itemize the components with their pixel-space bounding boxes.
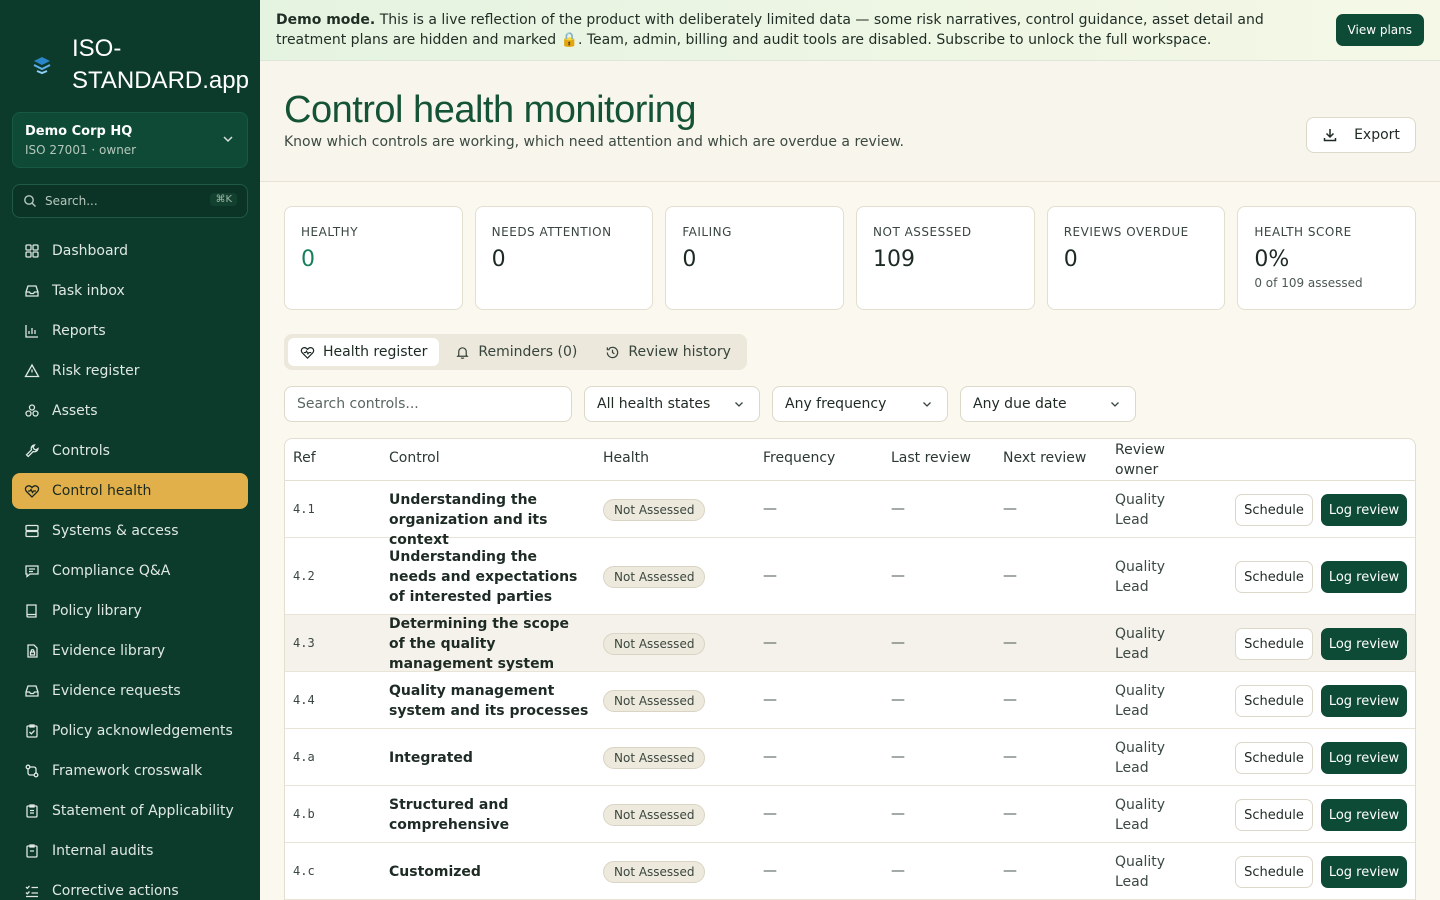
stat-needs-attention [475,206,654,310]
wrench-icon [24,443,40,459]
tab-label: Health register [323,344,428,360]
tab-review-history[interactable] [593,338,743,366]
frequency-value: — [763,635,777,651]
col-next-review[interactable]: Next review [1003,450,1087,466]
sidebar-item-systems-access[interactable] [12,513,248,549]
last-review-value: — [891,749,905,765]
inbox-icon [24,683,40,699]
select-value: Any due date [973,396,1067,412]
stat-label: HEALTH SCORE [1254,225,1352,239]
heart-pulse-icon [24,483,40,499]
stat-healthy [284,206,463,310]
review-owner: Quality Lead [1115,683,1166,719]
health-register-table [284,438,1416,900]
sidebar-item-label: Systems & access [52,523,179,539]
last-review-value: — [891,863,905,879]
search-placeholder: Search... [45,194,98,208]
schedule-button[interactable]: Schedule [1235,856,1313,888]
frequency-value: — [763,501,777,517]
export-label: Export [1354,127,1400,143]
clipboard-list-icon [24,803,40,819]
inbox-icon [24,283,40,299]
sidebar-item-assets[interactable] [12,393,248,429]
stat-not-assessed [856,206,1035,310]
stat-reviews-overdue [1047,206,1226,310]
review-owner: Quality Lead [1115,740,1166,776]
sidebar-item-label: Evidence library [52,643,166,659]
next-review-value: — [1003,806,1017,822]
control-ref: 4.c [293,864,315,878]
control-name[interactable]: Customized [389,864,481,880]
search-icon [23,194,37,208]
file-lock-icon [24,643,40,659]
stat-value: 0% [1254,247,1290,272]
sidebar-item-reports[interactable] [12,313,248,349]
dashboard-icon [24,243,40,259]
brand[interactable] [0,0,260,104]
shortcut-badge: ⌘K [210,193,237,206]
col-frequency[interactable]: Frequency [763,450,836,466]
control-name[interactable]: Structured and comprehensive [389,797,510,833]
control-name[interactable]: Determining the scope of the quality management system [389,616,570,672]
schedule-button[interactable]: Schedule [1235,561,1313,593]
sidebar-item-policy-library[interactable] [12,593,248,629]
last-review-value: — [891,635,905,651]
page-subtitle: Know which controls are working, which need attention and which are overdue a review. [284,134,904,150]
table-row[interactable] [285,538,1415,615]
table-row[interactable] [285,843,1415,900]
demo-banner [260,0,1440,61]
due-date-select[interactable] [960,386,1136,422]
schedule-button[interactable]: Schedule [1235,628,1313,660]
clipboard-icon [24,843,40,859]
org-name: Demo Corp HQ [25,124,133,139]
stat-value: 0 [491,247,506,272]
frequency-value: — [763,749,777,765]
frequency-value: — [763,863,777,879]
sidebar-item-policy-acknowledgements[interactable] [12,713,248,749]
table-body [285,481,1415,900]
sidebar-item-dashboard[interactable] [12,233,248,269]
git-compare-icon [24,763,40,779]
export-button[interactable] [1306,117,1416,153]
schedule-button[interactable]: Schedule [1235,685,1313,717]
next-review-value: — [1003,692,1017,708]
sidebar-item-label: Control health [52,483,152,499]
org-role: ISO 27001 · owner [25,143,137,157]
boxes-icon [24,403,40,419]
health-badge: Not Assessed [603,804,705,826]
stat-label: NOT ASSESSED [873,225,972,239]
chat-icon [24,563,40,579]
sidebar-item-label: Risk register [52,363,140,379]
select-value: All health states [597,396,711,412]
sidebar-item-task-inbox[interactable] [12,273,248,309]
sidebar-nav [0,233,260,900]
sidebar-item-compliance-q-a[interactable] [12,553,248,589]
page-header [260,61,1440,182]
logo-icon [28,51,56,79]
frequency-select[interactable] [772,386,948,422]
frequency-value: — [763,692,777,708]
control-name[interactable]: Understanding the needs and expectations of interested parties [389,549,578,605]
tab-label: Review history [628,344,731,360]
tab-reminders[interactable] [443,338,589,366]
sidebar-item-label: Controls [52,443,110,459]
table-row[interactable] [285,481,1415,548]
table-row[interactable] [285,672,1415,729]
last-review-value: — [891,692,905,708]
sidebar-item-statement-of-applicability[interactable] [12,793,248,829]
bell-icon [455,345,470,360]
stat-value: 0 [682,247,697,272]
schedule-button[interactable]: Schedule [1235,799,1313,831]
sidebar-item-evidence-requests[interactable] [12,673,248,709]
review-owner: Quality Lead [1115,492,1166,528]
sidebar-item-label: Policy library [52,603,142,619]
control-name[interactable]: Quality management system and its processes [389,683,589,719]
sidebar-item-controls[interactable] [12,433,248,469]
sidebar-item-label: Assets [52,403,98,419]
schedule-button[interactable]: Schedule [1235,742,1313,774]
sidebar-item-label: Statement of Applicability [52,803,234,819]
stat-note: 0 of 109 assessed [1254,276,1363,290]
log-review-button[interactable]: Log review [1321,799,1407,831]
stat-value: 0 [301,247,315,272]
review-owner: Quality Lead [1115,559,1166,595]
control-name[interactable]: Understanding the organization and its context [389,492,548,548]
sidebar-item-label: Dashboard [52,243,128,259]
chevron-down-icon [921,398,933,410]
banner-message: This is a live reflection of the product with deliberately limited data — some risk narratives, control guidance, asset detail and treatment plans are hidden and marked 🔒. Team, admin, billing and audit tools are disabled. Subscribe to unlock the full workspace. [276,12,1264,48]
sidebar-item-evidence-library[interactable] [12,633,248,669]
health-badge: Not Assessed [603,633,705,655]
review-owner: Quality Lead [1115,626,1166,662]
page-title: Control health monitoring [284,89,697,131]
sidebar-item-internal-audits[interactable] [12,833,248,869]
stat-value: 109 [873,247,916,272]
table-row[interactable] [285,786,1415,843]
download-icon [1322,127,1338,143]
stat-label: NEEDS ATTENTION [491,225,612,239]
view-plans-button[interactable]: View plans [1336,14,1424,46]
clipboard-check-icon [24,723,40,739]
log-review-button[interactable]: Log review [1321,742,1407,774]
chevron-down-icon [221,132,235,146]
stat-value: 0 [1063,247,1078,272]
sidebar-item-label: Task inbox [52,283,125,299]
review-owner: Quality Lead [1115,797,1166,833]
sidebar-item-label: Internal audits [52,843,154,859]
app-name: ISO-STANDARD.app [72,35,249,94]
sidebar-item-label: Policy acknowledgements [52,723,233,739]
sidebar-search[interactable] [12,184,248,218]
banner-text [276,10,1326,50]
log-review-button[interactable]: Log review [1321,628,1407,660]
sidebar-item-label: Corrective actions [52,883,179,899]
server-icon [24,523,40,539]
chevron-down-icon [1109,398,1121,410]
control-ref: 4.4 [293,693,315,707]
bar-chart-icon [24,323,40,339]
next-review-value: — [1003,635,1017,651]
table-header [285,439,1415,481]
book-icon [24,603,40,619]
log-review-button[interactable]: Log review [1321,856,1407,888]
stat-label: FAILING [682,225,732,239]
last-review-value: — [891,806,905,822]
sidebar-item-risk-register[interactable] [12,353,248,389]
frequency-value: — [763,568,777,584]
sidebar-item-label: Compliance Q&A [52,563,171,579]
control-name[interactable]: Integrated [389,750,473,766]
health-badge: Not Assessed [603,861,705,883]
health-badge: Not Assessed [603,747,705,769]
heart-pulse-icon [300,345,315,360]
sidebar [0,0,260,900]
last-review-value: — [891,568,905,584]
list-checks-icon [24,883,40,899]
control-ref: 4.b [293,807,315,821]
view-tabs [284,334,747,370]
sidebar-item-corrective-actions[interactable] [12,873,248,900]
org-switcher[interactable] [12,112,248,168]
table-row[interactable] [285,615,1415,672]
control-ref: 4.a [293,750,315,764]
frequency-value: — [763,806,777,822]
tab-health-register[interactable] [288,338,439,366]
next-review-value: — [1003,568,1017,584]
history-icon [605,345,620,360]
stat-health-score [1237,206,1416,310]
sidebar-item-framework-crosswalk[interactable] [12,753,248,789]
warning-icon [24,363,40,379]
chevron-down-icon [733,398,745,410]
table-row[interactable] [285,729,1415,786]
col-health[interactable]: Health [603,450,649,466]
health-badge: Not Assessed [603,499,705,521]
schedule-button[interactable]: Schedule [1235,494,1313,526]
tab-label: Reminders (0) [478,344,578,360]
stat-failing [665,206,844,310]
sidebar-item-label: Reports [52,323,106,339]
col-control[interactable]: Control [389,450,440,466]
next-review-value: — [1003,501,1017,517]
stat-label: HEALTHY [301,225,359,239]
sidebar-item-control-health[interactable] [12,473,248,509]
next-review-value: — [1003,749,1017,765]
col-ref[interactable]: Ref [293,450,316,466]
log-review-button[interactable]: Log review [1321,561,1407,593]
stat-cards [284,206,1416,310]
banner-bold: Demo mode. [276,12,376,28]
stat-label: REVIEWS OVERDUE [1063,225,1189,239]
next-review-value: — [1003,863,1017,879]
sidebar-item-label: Framework crosswalk [52,763,203,779]
sidebar-item-label: Evidence requests [52,683,181,699]
control-ref: 4.1 [293,502,315,516]
log-review-button[interactable]: Log review [1321,494,1407,526]
review-owner: Quality Lead [1115,854,1166,890]
health-badge: Not Assessed [603,690,705,712]
control-ref: 4.2 [293,569,315,583]
log-review-button[interactable]: Log review [1321,685,1407,717]
health-badge: Not Assessed [603,566,705,588]
col-last-review[interactable]: Last review [891,450,971,466]
health-state-select[interactable] [584,386,760,422]
last-review-value: — [891,501,905,517]
search-controls-input[interactable]: Search controls... [284,386,572,422]
control-ref: 4.3 [293,636,315,650]
select-value: Any frequency [785,396,887,412]
col-review-owner[interactable]: Review owner [1115,442,1165,478]
